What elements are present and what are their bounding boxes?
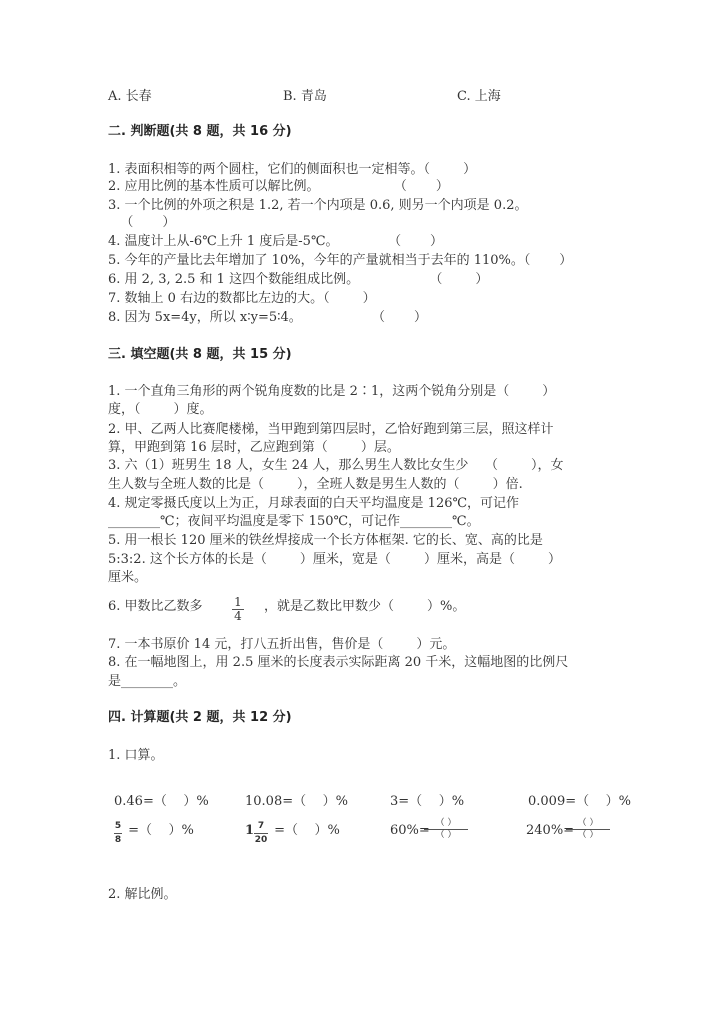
calc-item: =（ ）% bbox=[270, 823, 340, 838]
calc-item: 3=（ ）% bbox=[390, 794, 465, 809]
question-line: 1. 一个直角三角形的两个锐角度数的比是 2∶1，这两个锐角分别是（ ） bbox=[108, 384, 556, 399]
section4-heading: 四. 计算题(共 2 题，共 12 分) bbox=[108, 710, 292, 725]
question-line: 7. 数轴上 0 右边的数都比左边的大。（ ） bbox=[108, 291, 376, 306]
calc-item: 10.08=（ ）% bbox=[245, 794, 348, 809]
fraction-blank bbox=[566, 818, 610, 841]
calc-label: 240%= bbox=[526, 823, 575, 838]
question-line: 3. 一个比例的外项之积是 1.2, 若一个内项是 0.6, 则另一个内项是 0.2。 bbox=[108, 198, 528, 213]
question-line: ________℃；夜间平均温度是零下 150℃，可记作________℃。 bbox=[108, 514, 480, 529]
mixed-whole: 1 bbox=[245, 823, 255, 838]
question-line: 算，甲跑到第 16 层时，乙应跑到第（ ）层。 bbox=[108, 440, 400, 455]
question-line: 8. 因为 5x=4y，所以 x∶y=5∶4。 （ ） bbox=[108, 310, 427, 325]
fraction-numerator: 1 bbox=[234, 595, 242, 609]
fraction-numerator: （ ） bbox=[577, 818, 599, 828]
question-line: 厘米。 bbox=[108, 570, 148, 585]
option-a: A. 长春 bbox=[108, 89, 152, 104]
question-line: 1. 表面积相等的两个圆柱，它们的侧面积也一定相等。（ ） bbox=[108, 162, 477, 177]
mental-math-title: 1. 口算。 bbox=[108, 748, 164, 763]
question-6-after: ，就是乙数比甲数少（ ）%。 bbox=[264, 599, 466, 614]
fraction-denominator: 8 bbox=[114, 835, 122, 845]
question-line: 3. 六（1）班男生 18 人，女生 24 人，那么男生人数比女生少 （ ），女 bbox=[108, 458, 564, 473]
fraction-numerator: 5 bbox=[114, 821, 122, 831]
question-line: 2. 应用比例的基本性质可以解比例。 （ ） bbox=[108, 179, 449, 194]
question-line: 生人数与全班人数的比是（ ），全班人数是男生人数的（ ）倍. bbox=[108, 477, 523, 492]
fraction-denominator: 4 bbox=[232, 609, 244, 623]
fraction-blank bbox=[424, 818, 468, 841]
question-line: 2. 甲、乙两人比赛爬楼梯，当甲跑到第四层时，乙恰好跑到第三层，照这样计 bbox=[108, 422, 554, 437]
calc-label: 60%= bbox=[390, 823, 430, 838]
calc-item: =（ ）% bbox=[124, 823, 194, 838]
question-line: 4. 温度计上从-6℃上升 1 度后是-5℃。 （ ） bbox=[108, 234, 443, 249]
question-line: 6. 用 2, 3, 2.5 和 1 这四个数能组成比例。 （ ） bbox=[108, 272, 489, 287]
section3-heading: 三. 填空题(共 8 题，共 15 分) bbox=[108, 347, 292, 362]
option-b: B. 青岛 bbox=[283, 89, 327, 104]
section2-heading: 二. 判断题(共 8 题，共 16 分) bbox=[108, 124, 292, 139]
fraction-denominator: （ ） bbox=[566, 829, 610, 841]
question-line: 4. 规定零摄氏度以上为正，月球表面的白天平均温度是 126℃，可记作 bbox=[108, 496, 520, 511]
fraction-denominator: 20 bbox=[254, 835, 268, 845]
question-7: 7. 一本书原价 14 元，打八五折出售，售价是（ ）元。 bbox=[108, 637, 456, 652]
fraction-seven-twentieths bbox=[254, 820, 268, 847]
question-line: 度，（ ）度。 bbox=[108, 402, 213, 417]
fraction-numerator: （ ） bbox=[435, 818, 457, 828]
calc-item: 0.009=（ ）% bbox=[528, 794, 631, 809]
option-c: C. 上海 bbox=[457, 89, 501, 104]
solve-proportion-title: 2. 解比例。 bbox=[108, 887, 177, 902]
question-line: 8. 在一幅地图上，用 2.5 厘米的长度表示实际距离 20 千米，这幅地图的比例尺 bbox=[108, 655, 569, 670]
question-line: 5:3:2. 这个长方体的长是（ ）厘米，宽是（ ）厘米，高是（ ） bbox=[108, 552, 562, 567]
question-6-before: 6. 甲数比乙数多 bbox=[108, 599, 203, 614]
question-line: 5. 今年的产量比去年增加了 10%，今年的产量就相当于去年的 110%。（ ） bbox=[108, 253, 573, 268]
calc-item: 0.46=（ ）% bbox=[114, 794, 209, 809]
fraction-five-eighths bbox=[114, 820, 122, 847]
question-line: 是________。 bbox=[108, 674, 187, 689]
fraction-one-quarter bbox=[232, 596, 244, 623]
question-line: 5. 用一根长 120 厘米的铁丝焊接成一个长方体框架. 它的长、宽、高的比是 bbox=[108, 533, 543, 548]
question-line: （ ） bbox=[108, 215, 176, 230]
fraction-denominator: （ ） bbox=[424, 829, 468, 841]
fraction-numerator: 7 bbox=[257, 821, 265, 831]
